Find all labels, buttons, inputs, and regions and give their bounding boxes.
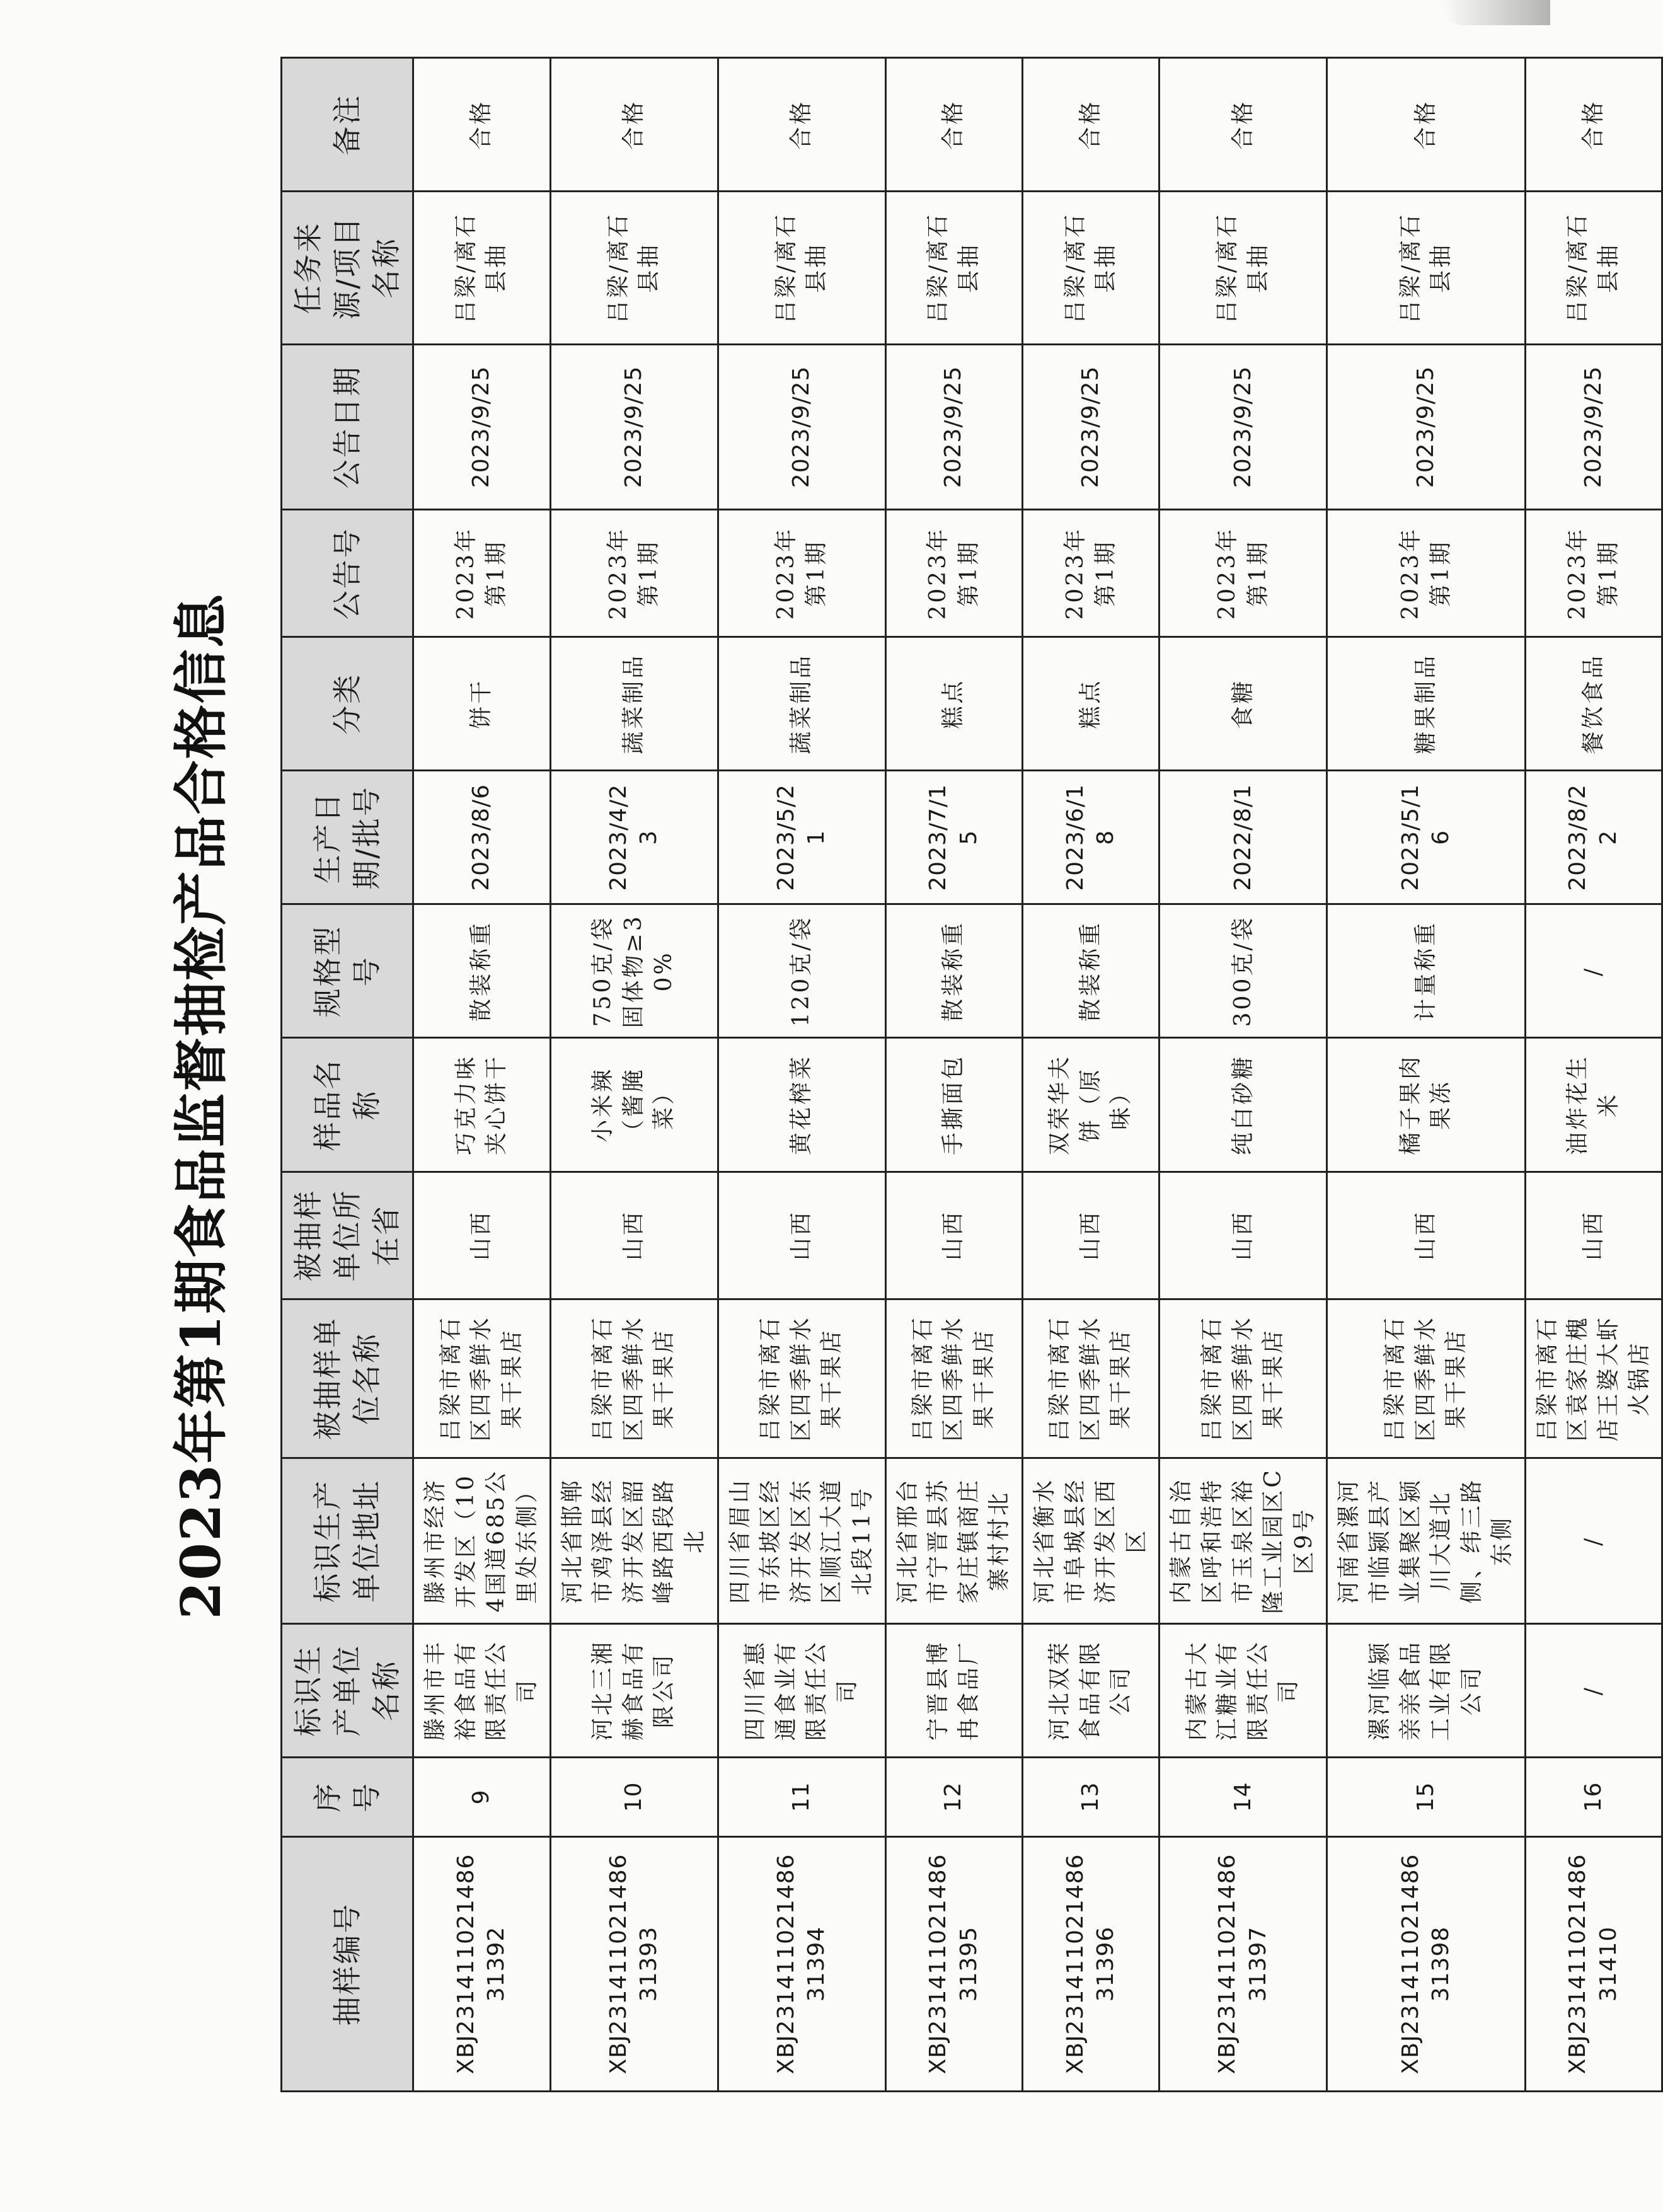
sampled-unit-province-cell: 山西 — [718, 1172, 885, 1299]
category-cell: 蔬菜制品 — [718, 637, 885, 771]
sampled-unit-province-cell: 山西 — [550, 1172, 718, 1299]
sampled-unit-name-cell: 吕梁市离石区四季鲜水果干果店 — [885, 1299, 1022, 1458]
category-cell: 食糖 — [1159, 637, 1327, 771]
spec-cell: 750克/袋 固体物≥30% — [550, 904, 718, 1038]
category-cell: 餐饮食品 — [1525, 637, 1662, 771]
remark-cell: 合格 — [885, 58, 1022, 192]
table-row — [1327, 58, 1526, 2092]
sample-code-cell: XBJ23141102148631395 — [885, 1837, 1022, 2092]
sample-code-cell: XBJ23141102148631394 — [718, 1837, 885, 2092]
remark-cell: 合格 — [413, 58, 550, 192]
header-seq-no: 序号 — [282, 1757, 413, 1836]
header-remark: 备注 — [282, 58, 413, 192]
seq-no-cell: 14 — [1159, 1757, 1327, 1836]
category-cell: 糖果制品 — [1327, 637, 1526, 771]
notice-no-cell: 2023年第1期 — [1159, 510, 1327, 637]
production-date-cell: 2023/5/16 — [1327, 771, 1526, 904]
notice-date-cell: 2023/9/25 — [413, 344, 550, 510]
remark-cell: 合格 — [1159, 58, 1327, 192]
notice-date-cell: 2023/9/25 — [1327, 344, 1526, 510]
header-sample-name: 样品名称 — [282, 1038, 413, 1172]
manufacturer-name-cell: 河北双荣食品有限公司 — [1022, 1623, 1159, 1757]
remark-cell: 合格 — [550, 58, 718, 192]
task-source-cell: 吕梁/离石县抽 — [1525, 192, 1662, 344]
production-date-cell: 2023/8/6 — [413, 771, 550, 904]
sample-name-cell: 巧克力味夹心饼干 — [413, 1038, 550, 1172]
manufacturer-name-cell: 滕州市丰裕食品有限责任公司 — [413, 1623, 550, 1757]
header-notice-date: 公告日期 — [282, 344, 413, 510]
production-date-cell: 2022/8/1 — [1159, 771, 1327, 904]
header-spec: 规格型号 — [282, 904, 413, 1038]
sample-name-cell: 小米辣（酱腌菜） — [550, 1038, 718, 1172]
notice-no-cell: 2023年第1期 — [885, 510, 1022, 637]
header-sampled-unit-province: 被抽样单位所在省 — [282, 1172, 413, 1299]
manufacturer-address-cell: 河北省衡水市阜城县经济开发区西区 — [1022, 1458, 1159, 1624]
table-row — [1525, 58, 1662, 2092]
seq-no-cell: 12 — [885, 1757, 1022, 1836]
header-sampled-unit-name: 被抽样单位名称 — [282, 1299, 413, 1458]
notice-date-cell: 2023/9/25 — [550, 344, 718, 510]
sampled-unit-name-cell: 吕梁市离石区四季鲜水果干果店 — [550, 1299, 718, 1458]
task-source-cell: 吕梁/离石县抽 — [1159, 192, 1327, 344]
sampled-unit-province-cell: 山西 — [1159, 1172, 1327, 1299]
table-row — [1159, 58, 1327, 2092]
manufacturer-name-cell: / — [1525, 1623, 1662, 1757]
notice-no-cell: 2023年第1期 — [1022, 510, 1159, 637]
category-cell: 糕点 — [885, 637, 1022, 771]
seq-no-cell: 9 — [413, 1757, 550, 1836]
seq-no-cell: 10 — [550, 1757, 718, 1836]
table-row — [885, 58, 1022, 2092]
category-cell: 糕点 — [1022, 637, 1159, 771]
sample-name-cell: 纯白砂糖 — [1159, 1038, 1327, 1172]
table-body — [413, 58, 1662, 2092]
header-production-date: 生产日期/批号 — [282, 771, 413, 904]
manufacturer-address-cell: 河南省漯河市临颍县产业集聚区颍川大道北侧、纬三路东侧 — [1327, 1458, 1526, 1624]
task-source-cell: 吕梁/离石县抽 — [1022, 192, 1159, 344]
manufacturer-address-cell: 四川省眉山市东坡区经济开发区东区顺江大道北段11号 — [718, 1458, 885, 1624]
manufacturer-address-cell: 河北省邢台市宁晋县苏家庄镇商庄寨村村北 — [885, 1458, 1022, 1624]
inspection-results-table — [280, 57, 1663, 2092]
spec-cell: 300克/袋 — [1159, 904, 1327, 1038]
spec-cell: / — [1525, 904, 1662, 1038]
remark-cell: 合格 — [1327, 58, 1526, 192]
sampled-unit-province-cell: 山西 — [413, 1172, 550, 1299]
sampled-unit-province-cell: 山西 — [1327, 1172, 1526, 1299]
sampled-unit-name-cell: 吕梁市离石区四季鲜水果干果店 — [1159, 1299, 1327, 1458]
notice-date-cell: 2023/9/25 — [1022, 344, 1159, 510]
sample-name-cell: 黄花榨菜 — [718, 1038, 885, 1172]
spec-cell: 散装称重 — [413, 904, 550, 1038]
notice-no-cell: 2023年第1期 — [718, 510, 885, 637]
notice-no-cell: 2023年第1期 — [550, 510, 718, 637]
task-source-cell: 吕梁/离石县抽 — [413, 192, 550, 344]
sampled-unit-name-cell: 吕梁市离石区四季鲜水果干果店 — [1022, 1299, 1159, 1458]
notice-date-cell: 2023/9/25 — [718, 344, 885, 510]
production-date-cell: 2023/5/21 — [718, 771, 885, 904]
header-manufacturer-name: 标识生产单位名称 — [282, 1623, 413, 1757]
notice-no-cell: 2023年第1期 — [1525, 510, 1662, 637]
manufacturer-address-cell: 河北省邯郸市鸡泽县经济开发区韶峰路西段路北 — [550, 1458, 718, 1624]
sampled-unit-province-cell: 山西 — [885, 1172, 1022, 1299]
sample-name-cell: 橘子果肉果冻 — [1327, 1038, 1526, 1172]
table-row — [550, 58, 718, 2092]
manufacturer-name-cell: 漯河临颍亲亲食品工业有限公司 — [1327, 1623, 1526, 1757]
seq-no-cell: 15 — [1327, 1757, 1526, 1836]
sampled-unit-province-cell: 山西 — [1525, 1172, 1662, 1299]
sample-name-cell: 双荣华夫饼（原味） — [1022, 1038, 1159, 1172]
production-date-cell: 2023/8/22 — [1525, 771, 1662, 904]
manufacturer-address-cell: / — [1525, 1458, 1662, 1624]
notice-date-cell: 2023/9/25 — [1525, 344, 1662, 510]
task-source-cell: 吕梁/离石县抽 — [550, 192, 718, 344]
task-source-cell: 吕梁/离石县抽 — [718, 192, 885, 344]
category-cell: 蔬菜制品 — [550, 637, 718, 771]
header-task-source: 任务来源/项目名称 — [282, 192, 413, 344]
header-manufacturer-address: 标识生产单位地址 — [282, 1458, 413, 1624]
category-cell: 饼干 — [413, 637, 550, 771]
production-date-cell: 2023/6/18 — [1022, 771, 1159, 904]
seq-no-cell: 16 — [1525, 1757, 1662, 1836]
sample-code-cell: XBJ23141102148631393 — [550, 1837, 718, 2092]
remark-cell: 合格 — [718, 58, 885, 192]
manufacturer-name-cell: 宁晋县博冉食品厂 — [885, 1623, 1022, 1757]
manufacturer-name-cell: 河北三湘赫食品有限公司 — [550, 1623, 718, 1757]
sampled-unit-name-cell: 吕梁市离石区四季鲜水果干果店 — [1327, 1299, 1526, 1458]
table-row — [718, 58, 885, 2092]
sampled-unit-name-cell: 吕梁市离石区四季鲜水果干果店 — [413, 1299, 550, 1458]
spec-cell: 120克/袋 — [718, 904, 885, 1038]
sample-code-cell: XBJ23141102148631396 — [1022, 1837, 1159, 2092]
sample-code-cell: XBJ23141102148631398 — [1327, 1837, 1526, 2092]
notice-no-cell: 2023年第1期 — [413, 510, 550, 637]
task-source-cell: 吕梁/离石县抽 — [885, 192, 1022, 344]
sample-code-cell: XBJ23141102148631397 — [1159, 1837, 1327, 2092]
manufacturer-name-cell: 内蒙古大江糖业有限责任公司 — [1159, 1623, 1327, 1757]
sample-name-cell: 油炸花生米 — [1525, 1038, 1662, 1172]
table-row — [1022, 58, 1159, 2092]
table-row — [413, 58, 550, 2092]
header-notice-no: 公告号 — [282, 510, 413, 637]
remark-cell: 合格 — [1022, 58, 1159, 192]
sampled-unit-name-cell: 吕梁市离石区袁家庄槐店王婆大虾火锅店 — [1525, 1299, 1662, 1458]
spec-cell: 散装称重 — [1022, 904, 1159, 1038]
remark-cell: 合格 — [1525, 58, 1662, 192]
seq-no-cell: 13 — [1022, 1757, 1159, 1836]
table-header-row — [282, 58, 413, 2092]
header-category: 分类 — [282, 637, 413, 771]
sample-code-cell: XBJ23141102148631392 — [413, 1837, 550, 2092]
task-source-cell: 吕梁/离石县抽 — [1327, 192, 1526, 344]
spec-cell: 散装称重 — [885, 904, 1022, 1038]
notice-no-cell: 2023年第1期 — [1327, 510, 1526, 637]
production-date-cell: 2023/7/15 — [885, 771, 1022, 904]
sample-name-cell: 手撕面包 — [885, 1038, 1022, 1172]
production-date-cell: 2023/4/23 — [550, 771, 718, 904]
notice-date-cell: 2023/9/25 — [1159, 344, 1327, 510]
page-title: 2023年第1期食品监督抽检产品合格信息 — [170, 592, 233, 1620]
seq-no-cell: 11 — [718, 1757, 885, 1836]
sampled-unit-name-cell: 吕梁市离石区四季鲜水果干果店 — [718, 1299, 885, 1458]
manufacturer-name-cell: 四川省惠通食业有限责任公司 — [718, 1623, 885, 1757]
sampled-unit-province-cell: 山西 — [1022, 1172, 1159, 1299]
spec-cell: 计量称重 — [1327, 904, 1526, 1038]
manufacturer-address-cell: 内蒙古自治区呼和浩特市玉泉区裕隆工业园区C区9号 — [1159, 1458, 1327, 1624]
header-sample-code: 抽样编号 — [282, 1837, 413, 2092]
notice-date-cell: 2023/9/25 — [885, 344, 1022, 510]
sample-code-cell: XBJ23141102148631410 — [1525, 1837, 1662, 2092]
manufacturer-address-cell: 滕州市经济开发区（104国道685公里处东侧） — [413, 1458, 550, 1624]
